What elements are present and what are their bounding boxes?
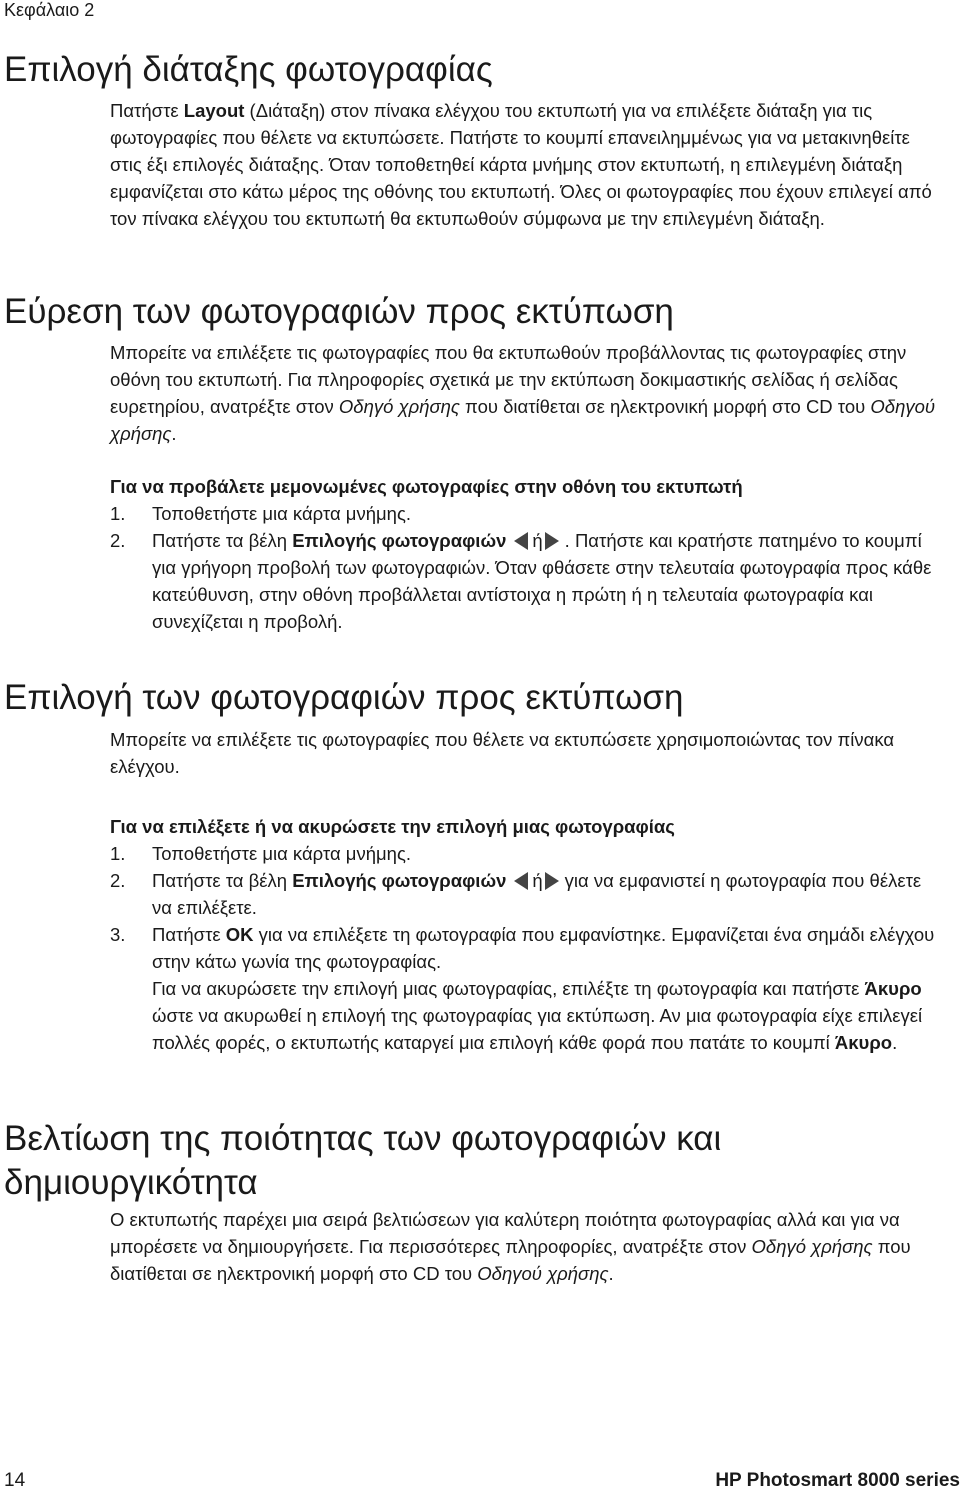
right-arrow-icon [545,872,559,890]
section-title-layout: Επιλογή διάταξης φωτογραφίας [4,50,493,89]
right-arrow-icon [545,532,559,550]
paragraph: Πατήστε Layout (Διάταξη) στον πίνακα ελέγχου του εκτυπωτή για να επιλέξετε διάταξη για τις φωτογραφίες που θέλετε να εκτυπώσετε. Πατήστε το κουμπί επανειλημμένως για να μετακινηθείτε στις έξι επιλογές διάταξης. Όταν τοποθετηθεί κάρτα μνήμης στον εκτυπωτή, η επιλεγμένη διάταξη εμφανίζεται στο κάτω μέρος της οθόνης του εκτυπωτή. Όλες οι φωτογραφίες που έχουν επιλεγεί από τον πίνακα ελέγχου του εκτυπωτή θα εκτυπωθούν σύμφωνα με την επιλεγμένη διάταξη. [110,100,932,229]
section-title-find-photos: Εύρεση των φωτογραφιών προς εκτύπωση [4,292,674,331]
page-number: 14 [4,1470,26,1491]
chapter-label: Κεφάλαιο 2 [4,0,95,20]
step-item: 2. Πατήστε τα βέλη Επιλογής φωτογραφιών ή . Πατήστε και κρατήστε πατημένο το κουμπί για γρήγορη προβολή των φωτογραφιών. Όταν φθάσετε στην τελευταία φωτογραφία προς κάθε κατεύθυνση, στην οθόνη προβάλλεται αντίστοιχα η πρώτη ή η τελευταία φωτογραφία και συνεχίζεται η προβολή. [110,530,932,632]
paragraph: Μπορείτε να επιλέξετε τις φωτογραφίες που θέλετε να εκτυπώσετε χρησιμοποιώντας τον πίνακα ελέγχου. [110,729,895,777]
left-arrow-icon [514,532,528,550]
subhead: Για να προβάλετε μεμονωμένες φωτογραφίες στην οθόνη του εκτυπωτή [110,476,743,497]
section-body-find-photos [110,339,940,635]
section-body-layout [110,97,940,232]
left-arrow-icon [514,872,528,890]
product-series: HP Photosmart 8000 series [715,1470,960,1491]
section-body-enhance [110,1206,940,1287]
step-item: 2. Πατήστε τα βέλη Επιλογής φωτογραφιών ή για να εμφανιστεί η φωτογραφία που θέλετε να επιλέξετε. [110,870,922,918]
subhead: Για να επιλέξετε ή να ακυρώσετε την επιλογή μιας φωτογραφίας [110,816,675,837]
section-body-select-photos [110,726,940,1056]
step-item: 1. Τοποθετήστε μια κάρτα μνήμης. [110,503,411,524]
paragraph: Μπορείτε να επιλέξετε τις φωτογραφίες που θα εκτυπωθούν προβάλλοντας τις φωτογραφίες στην οθόνη του εκτυπωτή. Για πληροφορίες σχετικά με την εκτύπωση δοκιμαστικής σελίδας ή σελίδας ευρετηρίου, ανατρέξτε στον Οδηγό χρήσης που διατίθεται σε ηλεκτρονική μορφή στο CD του Οδηγού χρήσης. [110,342,936,444]
step-item: 1. Τοποθετήστε μια κάρτα μνήμης. [110,843,411,864]
section-title-select-photos: Επιλογή των φωτογραφιών προς εκτύπωση [4,678,684,717]
section-title-enhance: Βελτίωση της ποιότητας των φωτογραφιών και δημιουργικότητα [4,1119,722,1202]
step-item: 3. Πατήστε OK για να επιλέξετε τη φωτογραφία που εμφανίστηκε. Εμφανίζεται ένα σημάδι ελέγχου στην κάτω γωνία της φωτογραφίας. Για να ακυρώσετε την επιλογή μιας φωτογραφίας, επιλέξτε τη φωτογραφία και πατήστε Άκυρο ώστε να ακυρωθεί η επιλογή της φωτογραφίας για εκτύπωση. Αν μια φωτογραφία είχε επιλεγεί πολλές φορές, ο εκτυπωτής καταργεί μια επιλογή κάθε φορά που πατάτε το κουμπί Άκυρο. [110,924,935,1053]
paragraph: Ο εκτυπωτής παρέχει μια σειρά βελτιώσεων για καλύτερη ποιότητα φωτογραφίας αλλά και για να μπορέσετε να δημιουργήσετε. Για περισσότερες πληροφορίες, ανατρέξτε στον Οδηγό χρήσης που διατίθεται σε ηλεκτρονική μορφή στο CD του Οδηγού χρήσης. [110,1209,911,1284]
